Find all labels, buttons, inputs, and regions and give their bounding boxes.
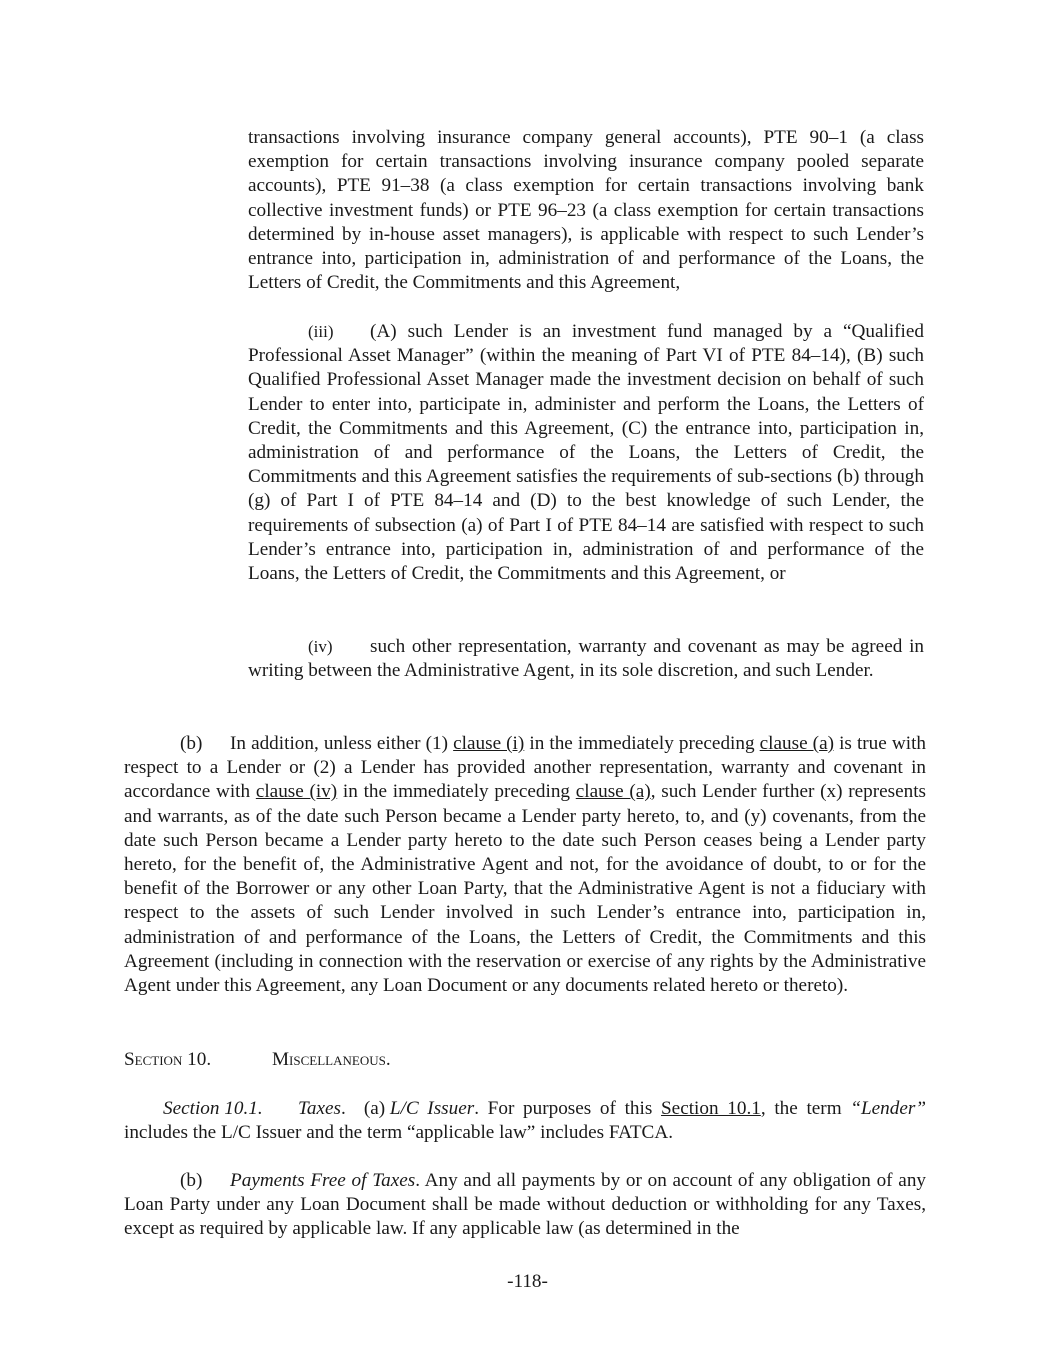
clause-reference: clause (a): [759, 733, 834, 754]
paragraph-text: such other representation, warranty and covenant as may be agreed in writing between the Administrative Agent, in its sole discretion, and such Lender.: [248, 636, 924, 682]
defined-term: “Lender”: [850, 1098, 927, 1119]
text-segment: is true with respect to a Lender or (2) a Lender has provided another representation, warranty and covenant in accordance with: [124, 733, 926, 803]
clause-reference: clause (iv): [255, 781, 338, 803]
text-segment: , such Lender further (x) represents and warrants, as of the date such Person became a Lender party hereto, to, and (y) covenants, from the date such Person became a Lender party hereto to the date such Person ceases being a Lender party hereto, for the benefit of, the Administrative Agent and not, for the avoidance of doubt, to or for the benefit of the Borrower or any other Loan Party, that the Administrative Agent is not a fiduciary with respect to the assets of such Lender involved in such Lender’s entrance into, participation in, administration of and performance of the Loans, the Letters of Credit, the Commitments and this Agreement (including in connection with the reservation or exercise of any rights by the Administrative Agent under this Agreement, any Loan Document or any documents related hereto or thereto).: [124, 781, 926, 997]
paragraph-section-10-1: [124, 1097, 926, 1145]
text-segment: in the immediately preceding: [524, 733, 760, 754]
clause-number: (b): [180, 733, 203, 754]
section-reference: Section 10.1: [661, 1098, 761, 1119]
text-segment: in the immediately preceding: [337, 781, 576, 803]
subsection-title: Taxes: [298, 1098, 342, 1119]
clause-title: Payments Free of Taxes: [230, 1170, 416, 1191]
clause-title: L/C Issuer: [389, 1098, 475, 1119]
subsection-number: Section 10.1.: [163, 1098, 263, 1119]
section-heading: [124, 1048, 926, 1072]
section-number: Section 10.: [124, 1049, 212, 1070]
paragraph-iii: [248, 320, 924, 586]
paragraph-b: [124, 732, 926, 998]
clause-number: (a): [363, 1098, 386, 1119]
clause-number: (iii): [308, 322, 334, 341]
paragraph-text: transactions involving insurance company general accounts), PTE 90–1 (a class exemption for certain transactions involving insurance company pooled separate accounts), PTE 91–38 (a class exemption for certain transactions involving bank collective investment funds) or PTE 96–23 (a class exemption for certain transactions determined by in-house asset managers), is applicable with respect to such Lender’s entrance into, participation in, administration of and performance of the Loans, the Letters of Credit, the Commitments and this Agreement,: [248, 127, 924, 294]
text-segment: .: [341, 1098, 346, 1119]
paragraph-text: . Any and all payments by or on account of any obligation of any Loan Party under any Loan Document shall be made without deduction or withholding for any Taxes, except as required by applicable law. If any applicable law (as determined in the: [124, 1170, 927, 1240]
paragraph-continuation: [248, 126, 924, 295]
clause-number: (iv): [308, 637, 333, 656]
text-segment: , the term: [760, 1098, 851, 1119]
paragraph-iv: [248, 635, 924, 683]
section-title: Miscellaneous.: [272, 1049, 391, 1070]
clause-reference: clause (i): [453, 733, 525, 754]
paragraph-text: (A) such Lender is an investment fund managed by a “Qualified Professional Asset Manager” (within the meaning of Part VI of PTE 84–14), (B) such Qualified Professional Asset Manager made the investment decision on behalf of such Lender to enter into, participate in, administer and perform the Loans, the Letters of Credit, the Commitments and this Agreement, (C) the entrance into, participation in, administration of and performance of the Loans, the Letters of Credit, the Commitments and this Agreement satisfies the requirements of sub-sections (b) through (g) of Part I of PTE 84–14 and (D) to the best knowledge of such Lender, the requirements of subsection (a) of Part I of PTE 84–14 are satisfied with respect to such Lender’s entrance into, participation in, administration of and performance of the Loans, the Letters of Credit, the Commitments and this Agreement, or: [248, 321, 924, 585]
paragraph-b-payments: [124, 1169, 926, 1242]
text-segment: . For purposes of this: [474, 1098, 662, 1119]
clause-reference: clause (a): [575, 781, 651, 803]
text-segment: In addition, unless either (1): [230, 733, 454, 754]
page-number: -118-: [507, 1271, 548, 1292]
clause-number: (b): [180, 1170, 203, 1191]
text-segment: includes the L/C Issuer and the term “applicable law” includes FATCA.: [124, 1122, 673, 1144]
